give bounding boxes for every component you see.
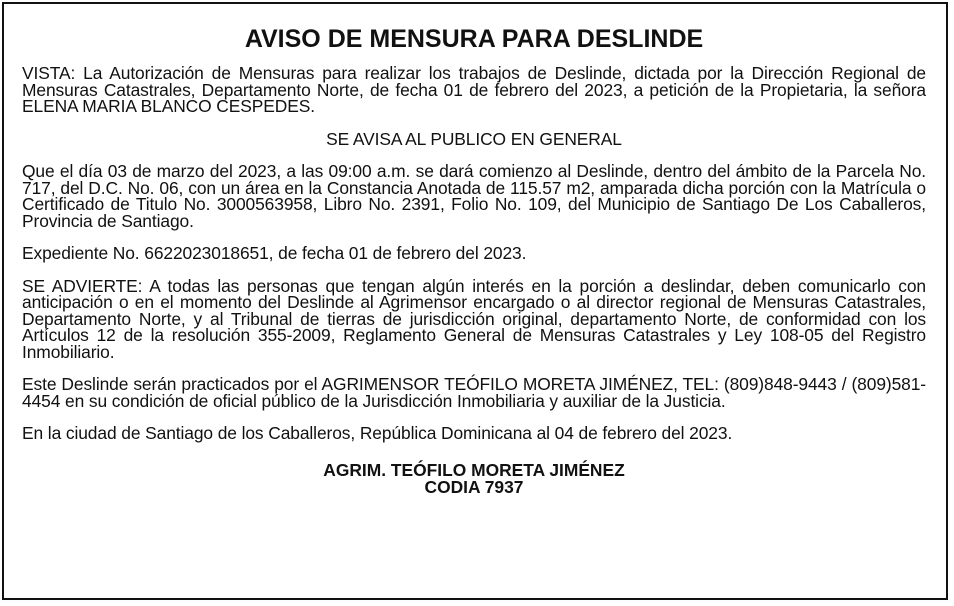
vista-paragraph: VISTA: La Autorización de Mensuras para realizar los trabajos de Deslinde, dictada por la Dirección Regional de Mensuras Catastrales, Departamento Norte, de fecha 01 de febrero del 2023, a petición de la Propietaria, la señora ELENA MARIA BLANCO CESPEDES. xyxy=(22,63,926,116)
signature-block xyxy=(22,459,926,497)
surveyor-paragraph: Este Deslinde serán practicados por el AGRIMENSOR TEÓFILO MORETA JIMÉNEZ, TEL: (809)848-9443 / (809)581-4454 en su condición de oficial público de la Jurisdicción Inmobiliaria y auxiliar de la Justicia. xyxy=(22,374,926,411)
public-announcement-heading: SE AVISA AL PUBLICO EN GENERAL xyxy=(326,128,622,149)
city-date-paragraph: En la ciudad de Santiago de los Caballeros, República Dominicana al 04 de febrero del 2023. xyxy=(22,423,733,443)
legal-notice xyxy=(2,2,948,600)
warning-paragraph: SE ADVIERTE: A todas las personas que tengan algún interés en la porción a deslindar, deben comunicarlo con anticipación o en el momento del Deslinde al Agrimensor encargado o al director regional de Mensuras Catastrales, Departamento Norte, y al Tribunal de tierras de jurisdicción original, departamento Norte, de conformidad con los Artículos 12 de la resolución 355-2009, Reglamento General de Mensuras Catastrales y Ley 108-05 del Registro Inmobiliario. xyxy=(22,275,926,362)
signature-name: AGRIM. TEÓFILO MORETA JIMÉNEZ xyxy=(323,459,625,480)
signature-codia: CODIA 7937 xyxy=(424,476,524,497)
deslinde-date-paragraph: Que el día 03 de marzo del 2023, a las 09:00 a.m. se dará comienzo al Deslinde, dentro del ámbito de la Parcela No. 717, del D.C. No. 06, con un área en la Constancia Anotada de 115.57 m2, amparada dicha porción con la Matrícula o Certificado de Titulo No. 3000563958, Libro No. 2391, Folio No. 109, del Municipio de Santiago De Los Caballeros, Provincia de Santiago. xyxy=(22,161,926,231)
notice-title: AVISO DE MENSURA PARA DESLINDE xyxy=(244,25,704,53)
expediente-paragraph: Expediente No. 6622023018651, de fecha 01 de febrero del 2023. xyxy=(22,243,527,263)
